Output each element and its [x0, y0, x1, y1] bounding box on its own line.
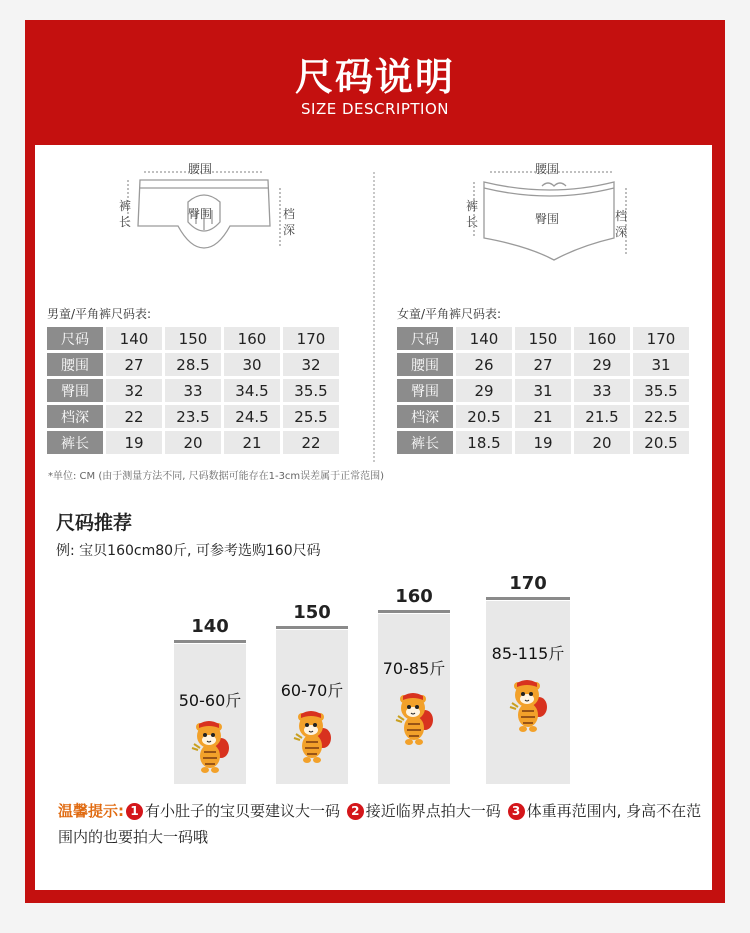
weight-range: 60-70斤 [280, 681, 344, 700]
tiger-mascot-icon [188, 718, 232, 774]
tip-item-1: 有小肚子的宝贝要建议大一码 [145, 802, 341, 820]
tiger-mascot-icon [290, 708, 334, 764]
table-cell: 160 [574, 327, 630, 350]
recommend-title: 尺码推荐 [56, 512, 133, 534]
size-label: 170 [509, 573, 547, 594]
boys-waist-label: 腰围 [188, 162, 213, 176]
size-bar-top [486, 597, 570, 600]
table-cell: 28.5 [165, 353, 221, 376]
table-cell: 25.5 [283, 405, 339, 428]
table-cell: 33 [165, 379, 221, 402]
table-cell: 21 [224, 431, 280, 454]
table-cell: 27 [515, 353, 571, 376]
tip-item-2: 接近临界点拍大一码 [365, 802, 501, 820]
table-cell: 34.5 [224, 379, 280, 402]
table-cell: 20 [165, 431, 221, 454]
table-cell: 20.5 [456, 405, 512, 428]
table-cell: 27 [106, 353, 162, 376]
table-cell: 20.5 [633, 431, 689, 454]
table-cell: 35.5 [633, 379, 689, 402]
row-header-cell: 尺码 [47, 327, 103, 350]
table-cell: 18.5 [456, 431, 512, 454]
table-row [47, 327, 339, 350]
table-cell: 140 [106, 327, 162, 350]
row-header-cell: 尺码 [397, 327, 453, 350]
page-subtitle: SIZE DESCRIPTION [301, 100, 449, 118]
table-row [397, 431, 689, 454]
table-row [397, 405, 689, 428]
weight-range: 50-60斤 [178, 691, 242, 710]
tip-title: 温馨提示: [58, 802, 124, 820]
table-cell: 32 [106, 379, 162, 402]
table-cell: 35.5 [283, 379, 339, 402]
table-cell: 30 [224, 353, 280, 376]
weight-range: 70-85斤 [382, 659, 446, 678]
table-row [397, 379, 689, 402]
girls-hip-label: 臀围 [535, 212, 560, 226]
row-header-cell: 档深 [397, 405, 453, 428]
table-row [47, 431, 339, 454]
table-cell: 150 [515, 327, 571, 350]
table-cell: 160 [224, 327, 280, 350]
table-cell: 31 [633, 353, 689, 376]
table-cell: 140 [456, 327, 512, 350]
table-cell: 19 [106, 431, 162, 454]
size-label: 160 [395, 586, 433, 607]
girls-table-title: 女童/平角裤尺码表: [397, 307, 502, 321]
size-label: 140 [191, 616, 229, 637]
tiger-mascot-icon [392, 690, 436, 746]
table-row [47, 405, 339, 428]
tip-number-3-icon: 3 [508, 803, 525, 820]
size-bar-top [276, 626, 348, 629]
size-column-170 [486, 573, 570, 784]
boys-size-table [44, 324, 342, 457]
table-row [47, 379, 339, 402]
row-header-cell: 裤长 [47, 431, 103, 454]
table-row [397, 353, 689, 376]
table-cell: 32 [283, 353, 339, 376]
recommend-example: 例: 宝贝160cm80斤, 可参考选购160尺码 [56, 543, 321, 559]
table-cell: 170 [633, 327, 689, 350]
tip-number-1-icon: 1 [126, 803, 143, 820]
boys-rise-label: 档深 [282, 207, 295, 237]
table-cell: 23.5 [165, 405, 221, 428]
table-row [47, 353, 339, 376]
weight-range: 85-115斤 [491, 644, 565, 663]
boys-table-title: 男童/平角裤尺码表: [47, 307, 152, 321]
girls-size-table [394, 324, 692, 457]
girls-rise-label: 档深 [614, 209, 627, 239]
size-bar-top [174, 640, 246, 643]
tiger-mascot-icon [506, 677, 550, 733]
table-cell: 31 [515, 379, 571, 402]
boys-length-label: 裤长 [118, 199, 131, 229]
boys-hip-label: 臀围 [188, 207, 213, 221]
warm-tip [58, 798, 713, 850]
tip-number-2-icon: 2 [347, 803, 364, 820]
size-column-160 [378, 586, 450, 784]
row-header-cell: 腰围 [47, 353, 103, 376]
unit-note: *单位: CM (由于测量方法不同, 尺码数据可能存在1-3cm误差属于正常范围) [48, 471, 385, 482]
table-cell: 21 [515, 405, 571, 428]
table-row [397, 327, 689, 350]
girls-length-label: 裤长 [465, 199, 478, 229]
row-header-cell: 腰围 [397, 353, 453, 376]
size-column-140 [174, 616, 246, 784]
table-cell: 20 [574, 431, 630, 454]
section-divider [373, 172, 375, 462]
table-cell: 150 [165, 327, 221, 350]
page-title: 尺码说明 [294, 55, 455, 99]
table-cell: 22.5 [633, 405, 689, 428]
row-header-cell: 档深 [47, 405, 103, 428]
size-label: 150 [293, 602, 331, 623]
size-column-150 [276, 602, 348, 784]
table-cell: 26 [456, 353, 512, 376]
tip-item-3: 体重再范围内, 身高不在范围内的也要拍大一码哦 [58, 802, 702, 846]
table-cell: 21.5 [574, 405, 630, 428]
girls-waist-label: 腰围 [535, 162, 560, 176]
size-bar-top [378, 610, 450, 613]
row-header-cell: 臀围 [47, 379, 103, 402]
table-cell: 29 [456, 379, 512, 402]
table-cell: 170 [283, 327, 339, 350]
table-cell: 22 [283, 431, 339, 454]
row-header-cell: 臀围 [397, 379, 453, 402]
table-cell: 24.5 [224, 405, 280, 428]
table-cell: 33 [574, 379, 630, 402]
row-header-cell: 裤长 [397, 431, 453, 454]
table-cell: 29 [574, 353, 630, 376]
table-cell: 22 [106, 405, 162, 428]
table-cell: 19 [515, 431, 571, 454]
